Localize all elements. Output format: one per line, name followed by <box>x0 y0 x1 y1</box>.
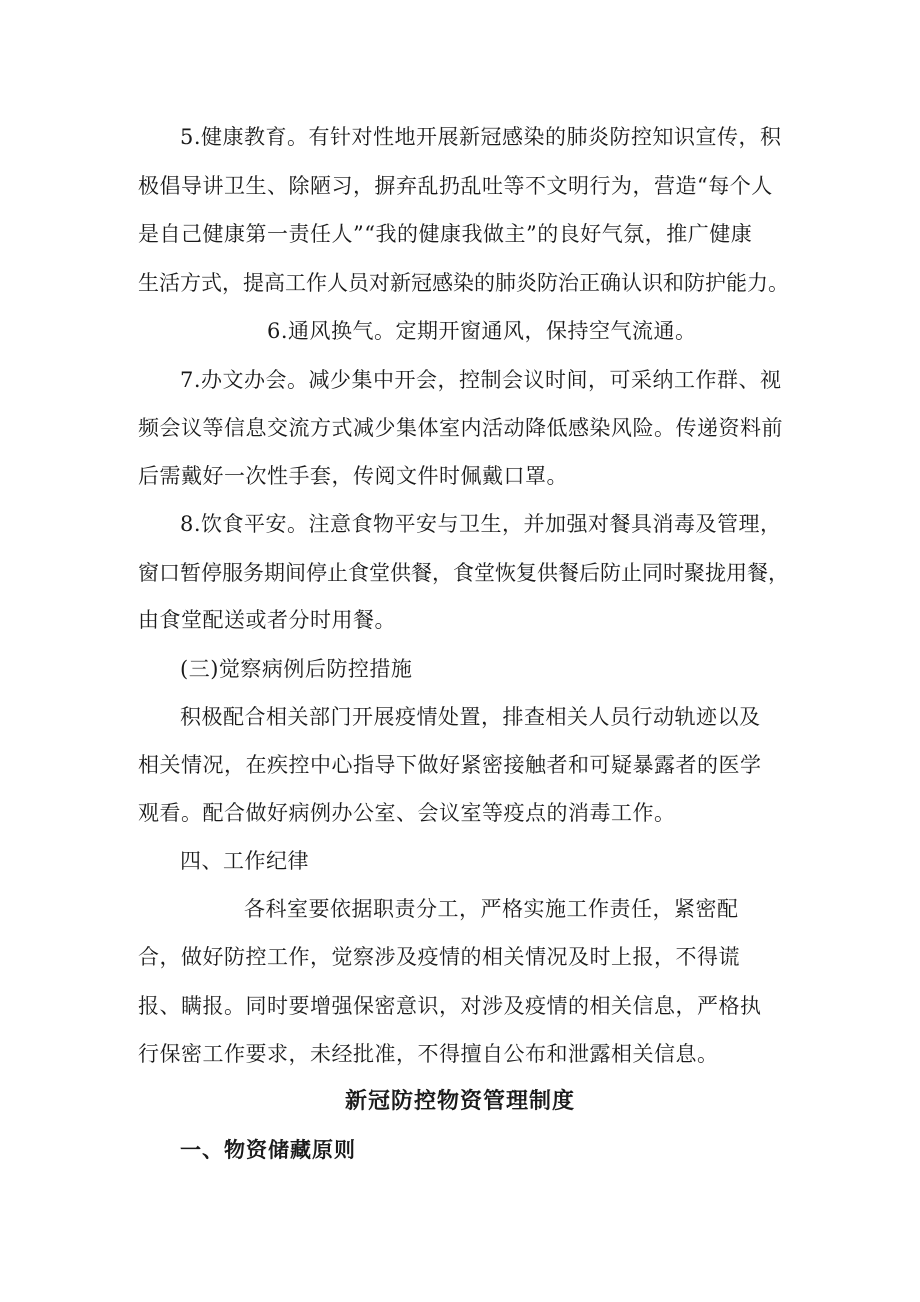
paragraph-line: 相关情况，在疾控中心指导下做好紧密接触者和可疑暴露者的医学 <box>138 753 762 777</box>
paragraph-line: 6.通风换气。定期开窗通风，保持空气流通。 <box>267 319 697 343</box>
paragraph-line: 行保密工作要求，未经批准，不得擅自公布和泄露相关信息。 <box>138 1042 719 1066</box>
paragraph-line: 极倡导讲卫生、除陋习，摒弃乱扔乱吐等不文明行为，营造“每个人 <box>138 174 773 198</box>
paragraph-line: 5.健康教育。有针对性地开展新冠感染的肺炎防控知识宣传，积 <box>180 125 782 149</box>
paragraph-line: 报、瞒报。同时要增强保密意识，对涉及疫情的相关信息，严格执 <box>138 994 762 1018</box>
paragraph-line: 后需戴好一次性手套，传阅文件时佩戴口罩。 <box>138 464 568 488</box>
subsection-heading: 四、工作纪律 <box>180 849 309 873</box>
section-heading: 一、物资储藏原则 <box>180 1138 356 1162</box>
paragraph-line: 窗口暂停服务期间停止食堂供餐，食堂恢复供餐后防止同时聚拢用餐， <box>138 561 789 585</box>
paragraph-line: 生活方式，提高工作人员对新冠感染的肺炎防治正确认识和防护能力。 <box>138 271 789 295</box>
paragraph-line: 合，做好防控工作，觉察涉及疫情的相关情况及时上报，不得谎 <box>138 945 740 969</box>
paragraph-line: 观看。配合做好病例办公室、会议室等疫点的消毒工作。 <box>138 801 676 825</box>
paragraph-line: 积极配合相关部门开展疫情处置，排查相关人员行动轨迹以及 <box>180 705 761 729</box>
paragraph-line: 由食堂配送或者分时用餐。 <box>138 608 396 632</box>
paragraph-line: 8.饮食平安。注意食物平安与卫生，并加强对餐具消毒及管理， <box>180 512 782 536</box>
paragraph-line: 7.办文办会。减少集中开会，控制会议时间，可采纳工作群、视 <box>180 368 782 392</box>
paragraph-line: 是自己健康第一责任人”“我的健康我做主”的良好气氛，推广健康 <box>138 222 753 246</box>
section-title: 新冠防控物资管理制度 <box>344 1089 575 1114</box>
paragraph-line: 频会议等信息交流方式减少集体室内活动降低感染风险。传递资料前 <box>138 416 783 440</box>
subsection-heading: (三)觉察病例后防控措施 <box>180 657 413 681</box>
paragraph-line: 各科室要依据职责分工，严格实施工作责任，紧密配 <box>244 897 739 921</box>
